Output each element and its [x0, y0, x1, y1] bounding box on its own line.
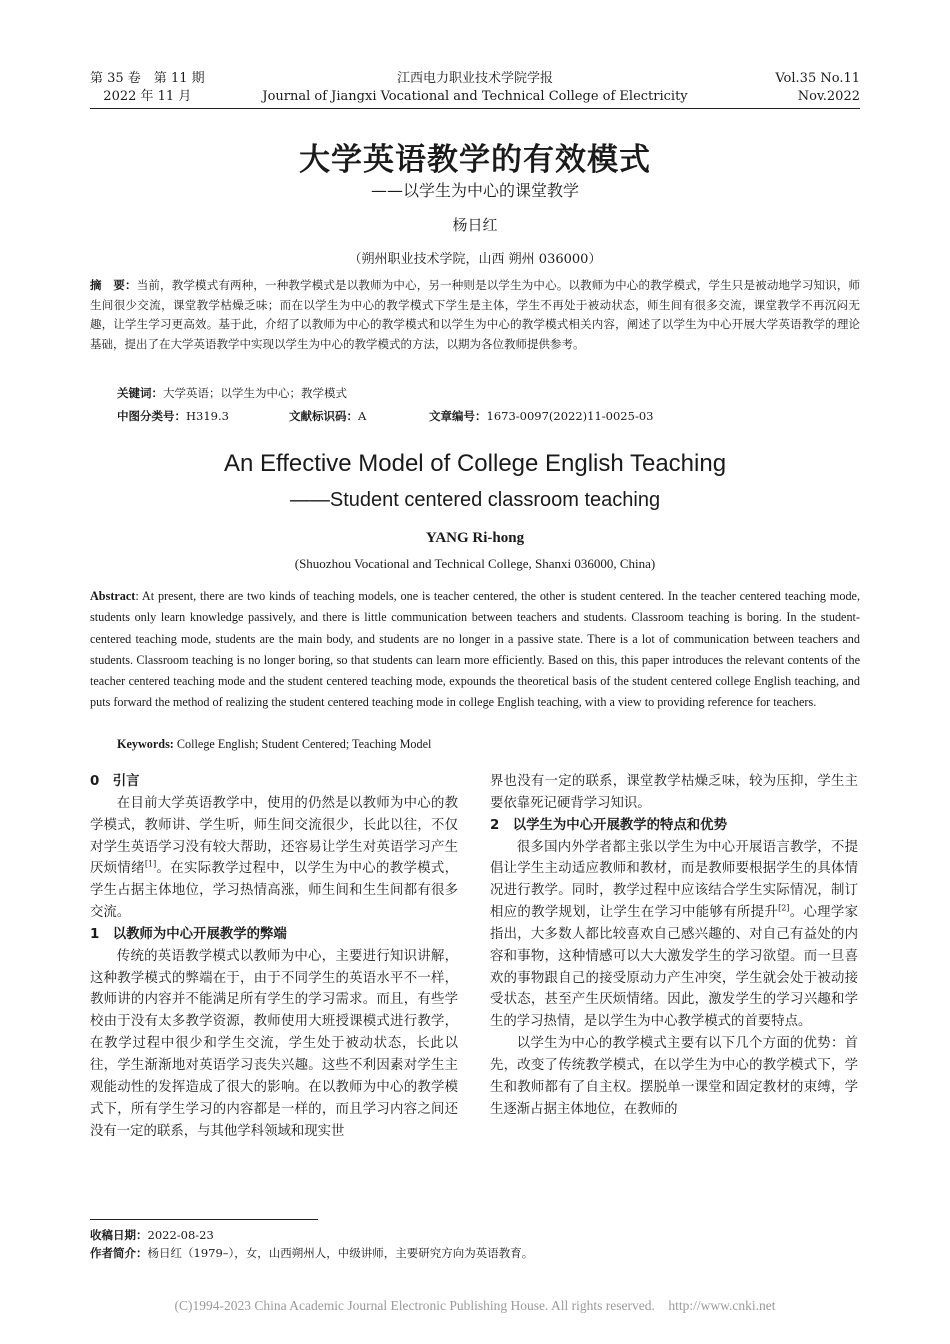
keywords-cn-label: 关键词： [117, 386, 163, 400]
header-date-cn: 2022 年 11 月 [103, 89, 192, 104]
abstract-en [90, 586, 860, 714]
header-journal-cn: 江西电力职业技术学院学报 [396, 71, 553, 86]
affiliation-cn: （朔州职业技术学院，山西 朔州 036000） [348, 252, 602, 267]
keywords-en-label: Keywords: [117, 737, 174, 751]
doc-code [289, 407, 366, 425]
section-heading-1: 1 以教师为中心开展教学的弊端 [90, 926, 287, 942]
citation-1: [1] [144, 859, 157, 869]
doc-code-label: 文献标识码： [289, 409, 358, 423]
paragraph-intro-text-b: 。在实际教学过程中，以学生为中心的教学模式，学生占据主体地位，学习热情高涨，师生间和生生间都有很多交流。 [90, 861, 459, 921]
abstract-cn-label: 摘 要： [90, 278, 137, 292]
author-cn: 杨日红 [452, 216, 498, 234]
article-number [429, 407, 653, 425]
author-bio-label: 作者简介： [90, 1246, 148, 1260]
section-heading-2: 2 以学生为中心开展教学的特点和优势 [490, 817, 727, 833]
abstract-cn-text: 当前，教学模式有两种，一种教学模式是以教师为中心，另一种则是以学生为中心。以教师为中心的教学模式，学生只是被动地学习知识，师生间很少交流，课堂教学枯燥乏味；而在以学生为中心的教学模式下学生是主体，学生不再处于被动状态，师生间有很多交流，课堂教学不再沉闷无趣，让学生学习更高效。基于此，介绍了以教师为中心的教学模式和以学生为中心的教学模式相关内容，阐述了以学生为中心开展大学英语教学的理论基础，提出了在大学英语教学中实现以学生为中心的教学模式的方法，以期为各位教师提供参考。 [90, 278, 861, 351]
author-en: YANG Ri-hong [425, 530, 525, 546]
abstract-en-text: : At present, there are two kinds of teaching models, one is teacher centered, the other is student centered. In the teacher centered teaching mode, students only learn knowledge passively, and there is little communication between teachers and students. Classroom teaching is boring. In the student-centered teaching mode, students are the main body, and students are no longer in a passive state. There is a lot of communication between teachers and students. Classroom teaching is no longer boring, so that students can learn more efficiently. Based on this, this paper introduces the relevant contents of the teacher centered teaching mode and the student centered teaching mode, expounds the theoretical basis of the student centered college English teaching, and puts forward the method of realizing the student centered teaching mode in college English teaching, with a view to providing reference for teachers. [90, 589, 860, 710]
article-title-cn: 大学英语教学的有效模式 [299, 142, 651, 178]
keywords-cn-text: 大学英语；以学生为中心；教学模式 [163, 386, 347, 400]
abstract-en-label: Abstract [90, 589, 136, 603]
header-date-en: Nov.2022 [797, 89, 860, 104]
keywords-en [117, 735, 431, 753]
body-column-left [90, 771, 458, 1142]
received-value: 2022-08-23 [147, 1228, 214, 1242]
article-number-label: 文章编号： [429, 409, 487, 423]
keywords-en-text: College English; Student Centered; Teaching Model [173, 737, 432, 751]
clc-number [117, 407, 229, 425]
citation-2: [2] [778, 903, 790, 913]
paragraph-section-1-continued: 界也没有一定的联系，课堂教学枯燥乏味，较为压抑，学生主要依靠死记硬背学习知识。 [490, 774, 858, 811]
paragraph-intro-text-a: 在目前大学英语教学中，使用的仍然是以教师为中心的教学模式，教师讲、学生听，师生间交流很少，长此以往，不仅对学生英语学习没有较大帮助，还容易让学生对英语学习产生厌烦情绪 [90, 795, 458, 877]
doc-code-value: A [358, 409, 367, 423]
footnote-author-bio [90, 1245, 533, 1261]
body-column-right [490, 771, 858, 1121]
paragraph-section-1: 传统的英语教学模式以教师为中心，主要进行知识讲解，这种教学模式的弊端在于，由于不同学生的英语水平不一样，教师讲的内容并不能满足所有学生的学习需求。而且，有些学校由于没有太多教学资源，教师使用大班授课模式进行教学，在教学过程中很少和学生交流，学生处于被动状态，长此以往，学生渐渐地对英语学习丧失兴趣。这些不利因素对学生主观能动性的发挥造成了很大的影响。在以教师为中心的教学模式下，所有学生学习的内容都是一样的，而且学习内容之间还没有一定的联系，与其他学科领域和现实世 [90, 948, 458, 1139]
header-divider [90, 108, 860, 109]
article-subtitle-cn: ——以学生为中心的课堂教学 [370, 181, 579, 200]
paragraph-intro [90, 793, 458, 924]
header-volume-issue-en: Vol.35 No.11 [775, 71, 860, 86]
article-title-en: An Effective Model of College English Teaching [223, 450, 727, 477]
abstract-cn [90, 276, 860, 354]
section-heading-0: 0 引言 [90, 774, 140, 789]
author-bio-value: 杨日红（1979–），女，山西朔州人，中级讲师，主要研究方向为英语教育。 [147, 1246, 534, 1260]
paragraph-section-2-text-a: 很多国内外学者都主张以学生为中心开展语言教学，不提倡让学生主动适应教师和教材，而是教师要根据学生的具体情况进行教学。同时，教学过程中应该结合学生实际情况，制订相应的教学规划，让学生在学习中能够有所提升 [490, 839, 858, 921]
paragraph-section-2-a [490, 837, 858, 1034]
keywords-cn [117, 384, 347, 402]
footnote-divider [90, 1219, 318, 1220]
paragraph-section-2-text-b: 。心理学家指出，大多数人都比较喜欢自己感兴趣的、对自己有益处的内容和事物，这种情感可以大大激发学生的学习欲望。而一旦喜欢的事物跟自己的接受原动力产生冲突，学生就会处于被动接受状态，甚至产生厌烦情绪。因此，激发学生的学习兴趣和学生的学习热情，是以学生为中心教学模式的首要特点。 [490, 905, 859, 1030]
article-number-value: 1673-0097(2022)11-0025-03 [486, 409, 654, 423]
clc-value: H319.3 [186, 409, 229, 423]
copyright-notice: (C)1994-2023 China Academic Journal Electronic Publishing House. All rights reserved. http://www.cnki.net [174, 1298, 776, 1313]
received-label: 收稿日期： [90, 1228, 148, 1242]
header-journal-en: Journal of Jiangxi Vocational and Technical College of Electricity [262, 89, 688, 104]
header-volume-issue: 第 35 卷 第 11 期 [90, 71, 205, 86]
footnote-received [90, 1227, 214, 1243]
article-subtitle-en: ——Student centered classroom teaching [289, 489, 661, 511]
paragraph-section-2-b: 以学生为中心的教学模式主要有以下几个方面的优势：首先，改变了传统教学模式，在以学生为中心的教学模式下，学生和教师都有了自主权。摆脱单一课堂和固定教材的束缚，学生逐渐占据主体地位，在教师的 [490, 1036, 858, 1117]
clc-label: 中图分类号： [117, 409, 186, 423]
header-volume-en [775, 70, 860, 106]
affiliation-en: (Shuozhou Vocational and Technical College, Shanxi 036000, China) [294, 556, 656, 571]
